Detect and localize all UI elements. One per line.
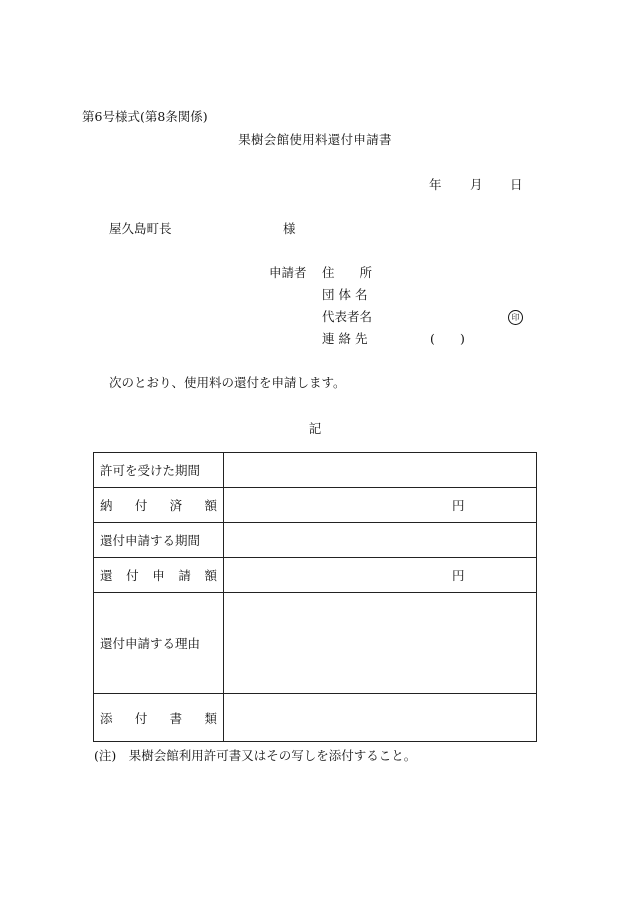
attached-documents-value xyxy=(224,694,537,742)
representative-name-field-label: 代表者名 xyxy=(322,309,373,324)
paid-amount-value xyxy=(224,488,537,523)
address-field-label: 住 所 xyxy=(322,265,373,280)
date-month-label: 月 xyxy=(470,177,483,192)
refund-amount-value xyxy=(224,558,537,593)
attached-documents-label: 添 付 書 類 xyxy=(94,694,224,742)
footnote: (注) 果樹会館利用許可書又はその写しを添付すること。 xyxy=(94,748,417,763)
table-row xyxy=(94,453,537,488)
permitted-period-value xyxy=(224,453,537,488)
contact-paren-close: ) xyxy=(460,331,465,346)
ki-heading: 記 xyxy=(308,421,322,436)
table-row xyxy=(94,593,537,694)
contact-paren-open: ( xyxy=(430,331,435,346)
applicant-label: 申請者 xyxy=(269,265,307,280)
refund-details-table xyxy=(93,452,537,742)
contact-field-label: 連 絡 先 xyxy=(322,331,368,346)
document-title: 果樹会館使用料還付申請書 xyxy=(238,132,392,147)
paid-amount-label: 納 付 済 額 xyxy=(94,488,224,523)
table-row xyxy=(94,694,537,742)
application-statement: 次のとおり、使用料の還付を申請します。 xyxy=(109,375,346,390)
date-day-label: 日 xyxy=(510,177,523,192)
refund-amount-label: 還 付 申 請 額 xyxy=(94,558,224,593)
form-number: 第6号様式(第8条関係) xyxy=(82,109,208,124)
date-year-label: 年 xyxy=(429,177,442,192)
seal-icon: 印 xyxy=(508,310,523,325)
refund-period-label: 還付申請する期間 xyxy=(94,523,224,558)
refund-reason-value xyxy=(224,593,537,694)
table-row xyxy=(94,558,537,593)
addressee-name: 屋久島町長 xyxy=(109,221,172,236)
table-row xyxy=(94,488,537,523)
addressee-honorific: 様 xyxy=(283,221,296,236)
refund-period-value xyxy=(224,523,537,558)
refund-reason-label: 還付申請する理由 xyxy=(94,593,224,694)
organization-name-field-label: 団 体 名 xyxy=(322,287,368,302)
refund-amount-yen-unit: 円 xyxy=(452,568,465,583)
permitted-period-label: 許可を受けた期間 xyxy=(94,453,224,488)
paid-amount-yen-unit: 円 xyxy=(452,498,465,513)
table-row xyxy=(94,523,537,558)
